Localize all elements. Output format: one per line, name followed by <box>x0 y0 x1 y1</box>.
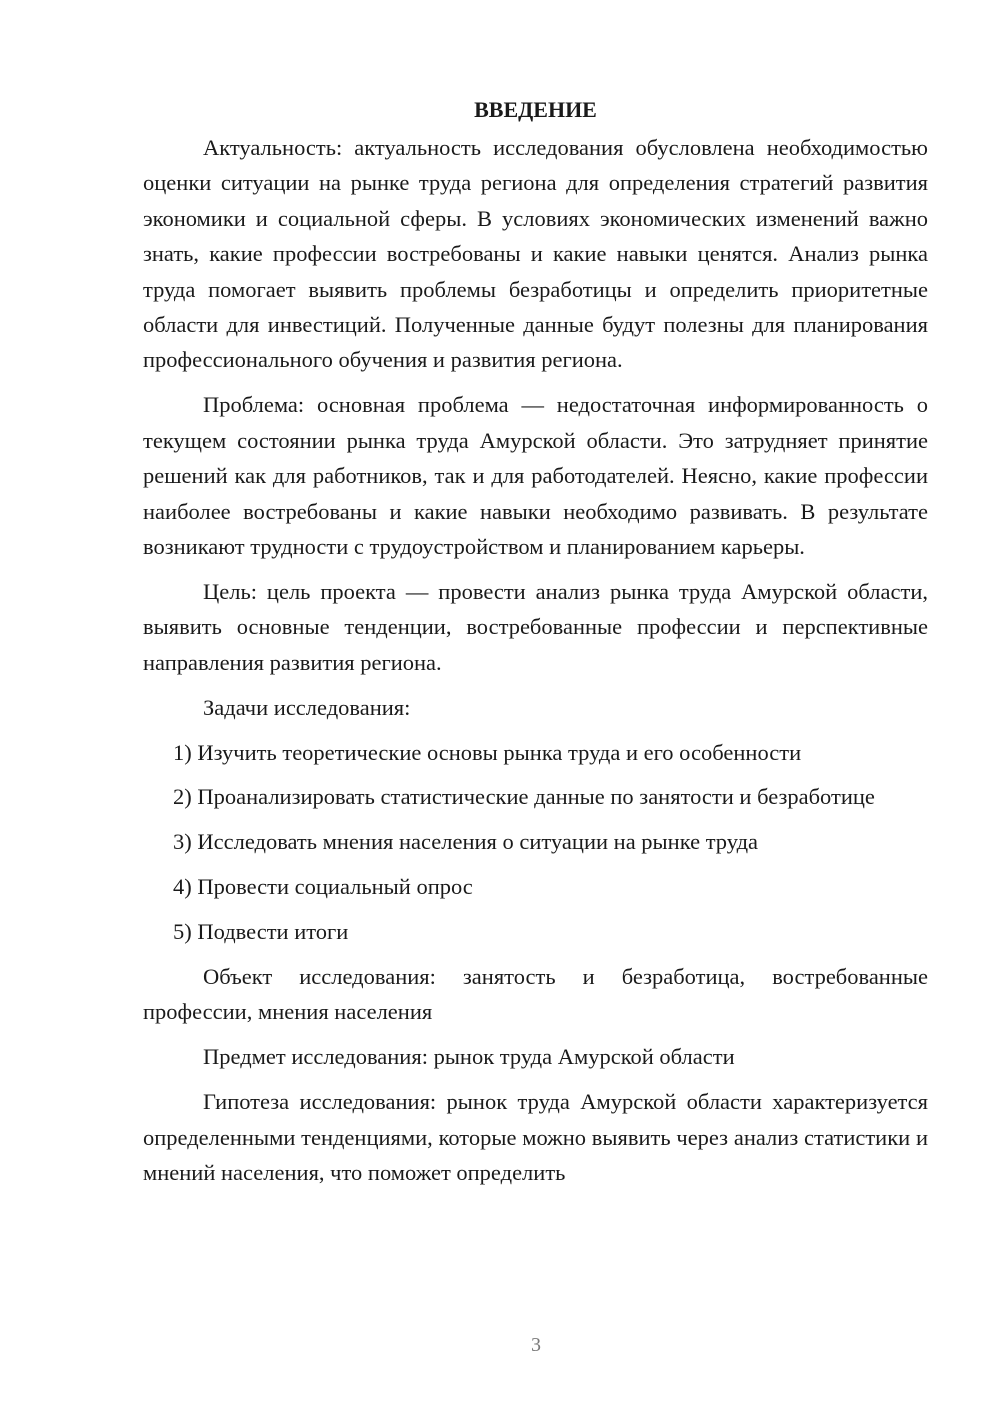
paragraph-problem: Проблема: основная проблема — недостаточная информированность о текущем состоянии рынка труда Амурской области. Это затрудняет принятие решений как для работников, так и для работодателей. Неясно, какие профессии наиболее востребованы и какие навыки необходимо развивать. В результате возникают трудности с трудоустройством и планированием карьеры. <box>143 392 928 559</box>
paragraph-object: Объект исследования: занятость и безработица, востребованные профессии, мнения населения <box>143 964 928 1025</box>
document-page <box>143 92 928 1200</box>
paragraph-hypothesis: Гипотеза исследования: рынок труда Амурской области характеризуется определенными тенденциями, которые можно выявить через анализ статистики и мнений населения, что поможет определить <box>143 1089 928 1186</box>
page-number: 3 <box>531 1334 541 1356</box>
paragraph-goal: Цель: цель проекта — провести анализ рынка труда Амурской области, выявить основные тенденции, востребованные профессии и перспективные направления развития региона. <box>143 578 928 675</box>
task-item-2: 2) Проанализировать статистические данные по занятости и безработице <box>173 784 875 810</box>
task-item-1: 1) Изучить теоретические основы рынка труда и его особенности <box>173 739 802 765</box>
task-item-3: 3) Исследовать мнения населения о ситуации на рынке труда <box>173 829 759 855</box>
section-heading: ВВЕДЕНИЕ <box>474 97 597 122</box>
paragraph-tasks-title: Задачи исследования: <box>203 694 411 720</box>
task-item-5: 5) Подвести итоги <box>173 919 349 945</box>
task-item-4: 4) Провести социальный опрос <box>173 874 473 900</box>
paragraph-subject: Предмет исследования: рынок труда Амурской области <box>203 1044 735 1070</box>
paragraph-relevance: Актуальность: актуальность исследования обусловлена необходимостью оценки ситуации на рынке труда региона для определения стратегий развития экономики и социальной сферы. В условиях экономических изменений важно знать, какие профессии востребованы и какие навыки ценятся. Анализ рынка труда помогает выявить проблемы безработицы и определить приоритетные области для инвестиций. Полученные данные будут полезны для планирования профессионального обучения и развития региона. <box>143 135 928 373</box>
